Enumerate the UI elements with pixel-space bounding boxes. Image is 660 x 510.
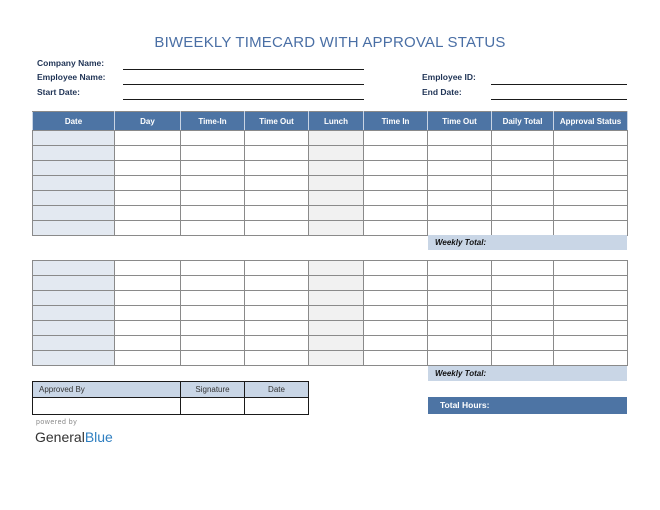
table-row <box>33 351 628 366</box>
date-cell[interactable] <box>33 131 115 146</box>
table-row <box>33 146 628 161</box>
time-out-cell[interactable] <box>245 131 309 146</box>
daily-total-cell[interactable] <box>492 261 554 276</box>
time-out-cell[interactable] <box>245 221 309 236</box>
time-in-2-cell[interactable] <box>364 206 428 221</box>
time-out-2-cell[interactable] <box>428 261 492 276</box>
week2-timecard-table <box>32 260 628 366</box>
time-in-2-cell[interactable] <box>364 336 428 351</box>
date-cell[interactable] <box>33 291 115 306</box>
time-out-cell[interactable] <box>245 276 309 291</box>
approval-date-cell[interactable] <box>245 398 309 415</box>
time-out-2-cell[interactable] <box>428 306 492 321</box>
lunch-cell[interactable] <box>309 306 364 321</box>
time-in-cell[interactable] <box>181 276 245 291</box>
week1-body <box>33 131 628 236</box>
time-in-cell[interactable] <box>181 176 245 191</box>
table-row <box>33 206 628 221</box>
time-out-2-cell[interactable] <box>428 191 492 206</box>
time-in-cell[interactable] <box>181 336 245 351</box>
time-out-2-cell[interactable] <box>428 221 492 236</box>
day-cell[interactable] <box>115 306 181 321</box>
lunch-cell[interactable] <box>309 131 364 146</box>
day-cell[interactable] <box>115 276 181 291</box>
time-in-2-cell[interactable] <box>364 276 428 291</box>
lunch-cell[interactable] <box>309 206 364 221</box>
day-cell[interactable] <box>115 191 181 206</box>
time-out-cell[interactable] <box>245 321 309 336</box>
start-date-label: Start Date: <box>37 87 80 97</box>
time-in-cell[interactable] <box>181 146 245 161</box>
time-in-2-cell[interactable] <box>364 146 428 161</box>
approval-date-header: Date <box>245 382 309 398</box>
approval-status-cell[interactable] <box>554 176 628 191</box>
time-in-cell[interactable] <box>181 261 245 276</box>
approval-status-cell[interactable] <box>554 351 628 366</box>
time-in-cell[interactable] <box>181 306 245 321</box>
week1-weekly-total: Weekly Total: <box>428 235 627 250</box>
time-out-cell[interactable] <box>245 161 309 176</box>
daily-total-cell[interactable] <box>492 321 554 336</box>
daily-total-cell[interactable] <box>492 291 554 306</box>
col-header-approval-status: Approval Status <box>554 112 628 131</box>
table-row <box>33 276 628 291</box>
time-out-2-cell[interactable] <box>428 276 492 291</box>
day-cell[interactable] <box>115 336 181 351</box>
table-row <box>33 131 628 146</box>
date-cell[interactable] <box>33 336 115 351</box>
table-row <box>33 336 628 351</box>
date-cell[interactable] <box>33 321 115 336</box>
lunch-cell[interactable] <box>309 161 364 176</box>
lunch-cell[interactable] <box>309 276 364 291</box>
brand-general: General <box>35 429 85 445</box>
table-row <box>33 321 628 336</box>
approval-status-cell[interactable] <box>554 206 628 221</box>
brand-blue: Blue <box>84 429 113 445</box>
table-row <box>33 306 628 321</box>
start-date-field[interactable] <box>123 99 364 100</box>
daily-total-cell[interactable] <box>492 131 554 146</box>
time-in-cell[interactable] <box>181 291 245 306</box>
col-header-daily-total: Daily Total <box>492 112 554 131</box>
col-header-time-in: Time-In <box>181 112 245 131</box>
signature-cell[interactable] <box>181 398 245 415</box>
approval-status-cell[interactable] <box>554 191 628 206</box>
time-in-cell[interactable] <box>181 131 245 146</box>
lunch-cell[interactable] <box>309 321 364 336</box>
approval-header-row <box>33 382 309 398</box>
daily-total-cell[interactable] <box>492 191 554 206</box>
day-cell[interactable] <box>115 161 181 176</box>
table-row <box>33 191 628 206</box>
approval-status-cell[interactable] <box>554 291 628 306</box>
day-cell[interactable] <box>115 221 181 236</box>
time-in-2-cell[interactable] <box>364 176 428 191</box>
approval-row <box>33 398 309 415</box>
daily-total-cell[interactable] <box>492 221 554 236</box>
daily-total-cell[interactable] <box>492 351 554 366</box>
week1-timecard-table <box>32 111 628 236</box>
day-cell[interactable] <box>115 131 181 146</box>
time-out-cell[interactable] <box>245 191 309 206</box>
time-in-cell[interactable] <box>181 206 245 221</box>
time-out-cell[interactable] <box>245 336 309 351</box>
end-date-label: End Date: <box>422 87 462 97</box>
table-row <box>33 221 628 236</box>
time-out-2-cell[interactable] <box>428 321 492 336</box>
time-in-2-cell[interactable] <box>364 291 428 306</box>
employee-name-label: Employee Name: <box>37 72 106 82</box>
time-out-2-cell[interactable] <box>428 206 492 221</box>
time-out-cell[interactable] <box>245 206 309 221</box>
approved-by-header: Approved By <box>33 382 181 398</box>
lunch-cell[interactable] <box>309 221 364 236</box>
date-cell[interactable] <box>33 276 115 291</box>
time-out-2-cell[interactable] <box>428 146 492 161</box>
week2-weekly-total: Weekly Total: <box>428 366 627 381</box>
approval-status-cell[interactable] <box>554 306 628 321</box>
daily-total-cell[interactable] <box>492 206 554 221</box>
lunch-cell[interactable] <box>309 291 364 306</box>
lunch-cell[interactable] <box>309 191 364 206</box>
time-out-cell[interactable] <box>245 176 309 191</box>
day-cell[interactable] <box>115 321 181 336</box>
day-cell[interactable] <box>115 146 181 161</box>
daily-total-cell[interactable] <box>492 176 554 191</box>
date-cell[interactable] <box>33 191 115 206</box>
day-cell[interactable] <box>115 176 181 191</box>
company-name-label: Company Name: <box>37 58 105 68</box>
time-out-2-cell[interactable] <box>428 176 492 191</box>
time-in-cell[interactable] <box>181 191 245 206</box>
approval-status-cell[interactable] <box>554 336 628 351</box>
col-header-time-out: Time Out <box>245 112 309 131</box>
time-in-cell[interactable] <box>181 321 245 336</box>
table-row <box>33 176 628 191</box>
date-cell[interactable] <box>33 161 115 176</box>
table-row <box>33 161 628 176</box>
time-in-2-cell[interactable] <box>364 261 428 276</box>
time-out-cell[interactable] <box>245 291 309 306</box>
daily-total-cell[interactable] <box>492 146 554 161</box>
day-cell[interactable] <box>115 261 181 276</box>
date-cell[interactable] <box>33 221 115 236</box>
time-out-2-cell[interactable] <box>428 291 492 306</box>
approval-status-cell[interactable] <box>554 161 628 176</box>
table-header-row <box>33 112 628 131</box>
time-in-cell[interactable] <box>181 351 245 366</box>
week2-body <box>33 261 628 366</box>
time-in-cell[interactable] <box>181 161 245 176</box>
generalblue-logo <box>35 429 113 445</box>
time-out-2-cell[interactable] <box>428 351 492 366</box>
powered-by-text: powered by <box>36 419 78 426</box>
date-cell[interactable] <box>33 146 115 161</box>
total-hours: Total Hours: <box>428 397 627 414</box>
time-out-2-cell[interactable] <box>428 161 492 176</box>
approval-status-cell[interactable] <box>554 221 628 236</box>
approved-by-cell[interactable] <box>33 398 181 415</box>
time-out-cell[interactable] <box>245 351 309 366</box>
time-in-cell[interactable] <box>181 221 245 236</box>
lunch-cell[interactable] <box>309 146 364 161</box>
date-cell[interactable] <box>33 206 115 221</box>
time-out-2-cell[interactable] <box>428 336 492 351</box>
employee-name-field[interactable] <box>123 84 364 85</box>
table-row <box>33 291 628 306</box>
company-name-field[interactable] <box>123 69 364 70</box>
date-cell[interactable] <box>33 351 115 366</box>
time-out-2-cell[interactable] <box>428 131 492 146</box>
time-in-2-cell[interactable] <box>364 131 428 146</box>
time-out-cell[interactable] <box>245 146 309 161</box>
approval-status-cell[interactable] <box>554 131 628 146</box>
col-header-time-out-2: Time Out <box>428 112 492 131</box>
lunch-cell[interactable] <box>309 351 364 366</box>
page-title: BIWEEKLY TIMECARD WITH APPROVAL STATUS <box>154 34 506 51</box>
time-out-cell[interactable] <box>245 261 309 276</box>
lunch-cell[interactable] <box>309 336 364 351</box>
time-in-2-cell[interactable] <box>364 321 428 336</box>
approval-status-cell[interactable] <box>554 146 628 161</box>
day-cell[interactable] <box>115 351 181 366</box>
date-cell[interactable] <box>33 176 115 191</box>
daily-total-cell[interactable] <box>492 336 554 351</box>
approval-status-cell[interactable] <box>554 261 628 276</box>
approval-status-cell[interactable] <box>554 321 628 336</box>
time-out-cell[interactable] <box>245 306 309 321</box>
col-header-lunch: Lunch <box>309 112 364 131</box>
date-cell[interactable] <box>33 306 115 321</box>
day-cell[interactable] <box>115 291 181 306</box>
employee-id-label: Employee ID: <box>422 72 476 82</box>
end-date-field[interactable] <box>491 99 627 100</box>
time-in-2-cell[interactable] <box>364 191 428 206</box>
time-in-2-cell[interactable] <box>364 221 428 236</box>
daily-total-cell[interactable] <box>492 306 554 321</box>
date-cell[interactable] <box>33 261 115 276</box>
time-in-2-cell[interactable] <box>364 351 428 366</box>
time-in-2-cell[interactable] <box>364 161 428 176</box>
time-in-2-cell[interactable] <box>364 306 428 321</box>
employee-id-field[interactable] <box>491 84 627 85</box>
daily-total-cell[interactable] <box>492 161 554 176</box>
col-header-day: Day <box>115 112 181 131</box>
col-header-date: Date <box>33 112 115 131</box>
daily-total-cell[interactable] <box>492 276 554 291</box>
approval-status-cell[interactable] <box>554 276 628 291</box>
lunch-cell[interactable] <box>309 261 364 276</box>
signature-header: Signature <box>181 382 245 398</box>
lunch-cell[interactable] <box>309 176 364 191</box>
table-row <box>33 261 628 276</box>
approval-table <box>32 381 309 415</box>
day-cell[interactable] <box>115 206 181 221</box>
col-header-time-in-2: Time In <box>364 112 428 131</box>
